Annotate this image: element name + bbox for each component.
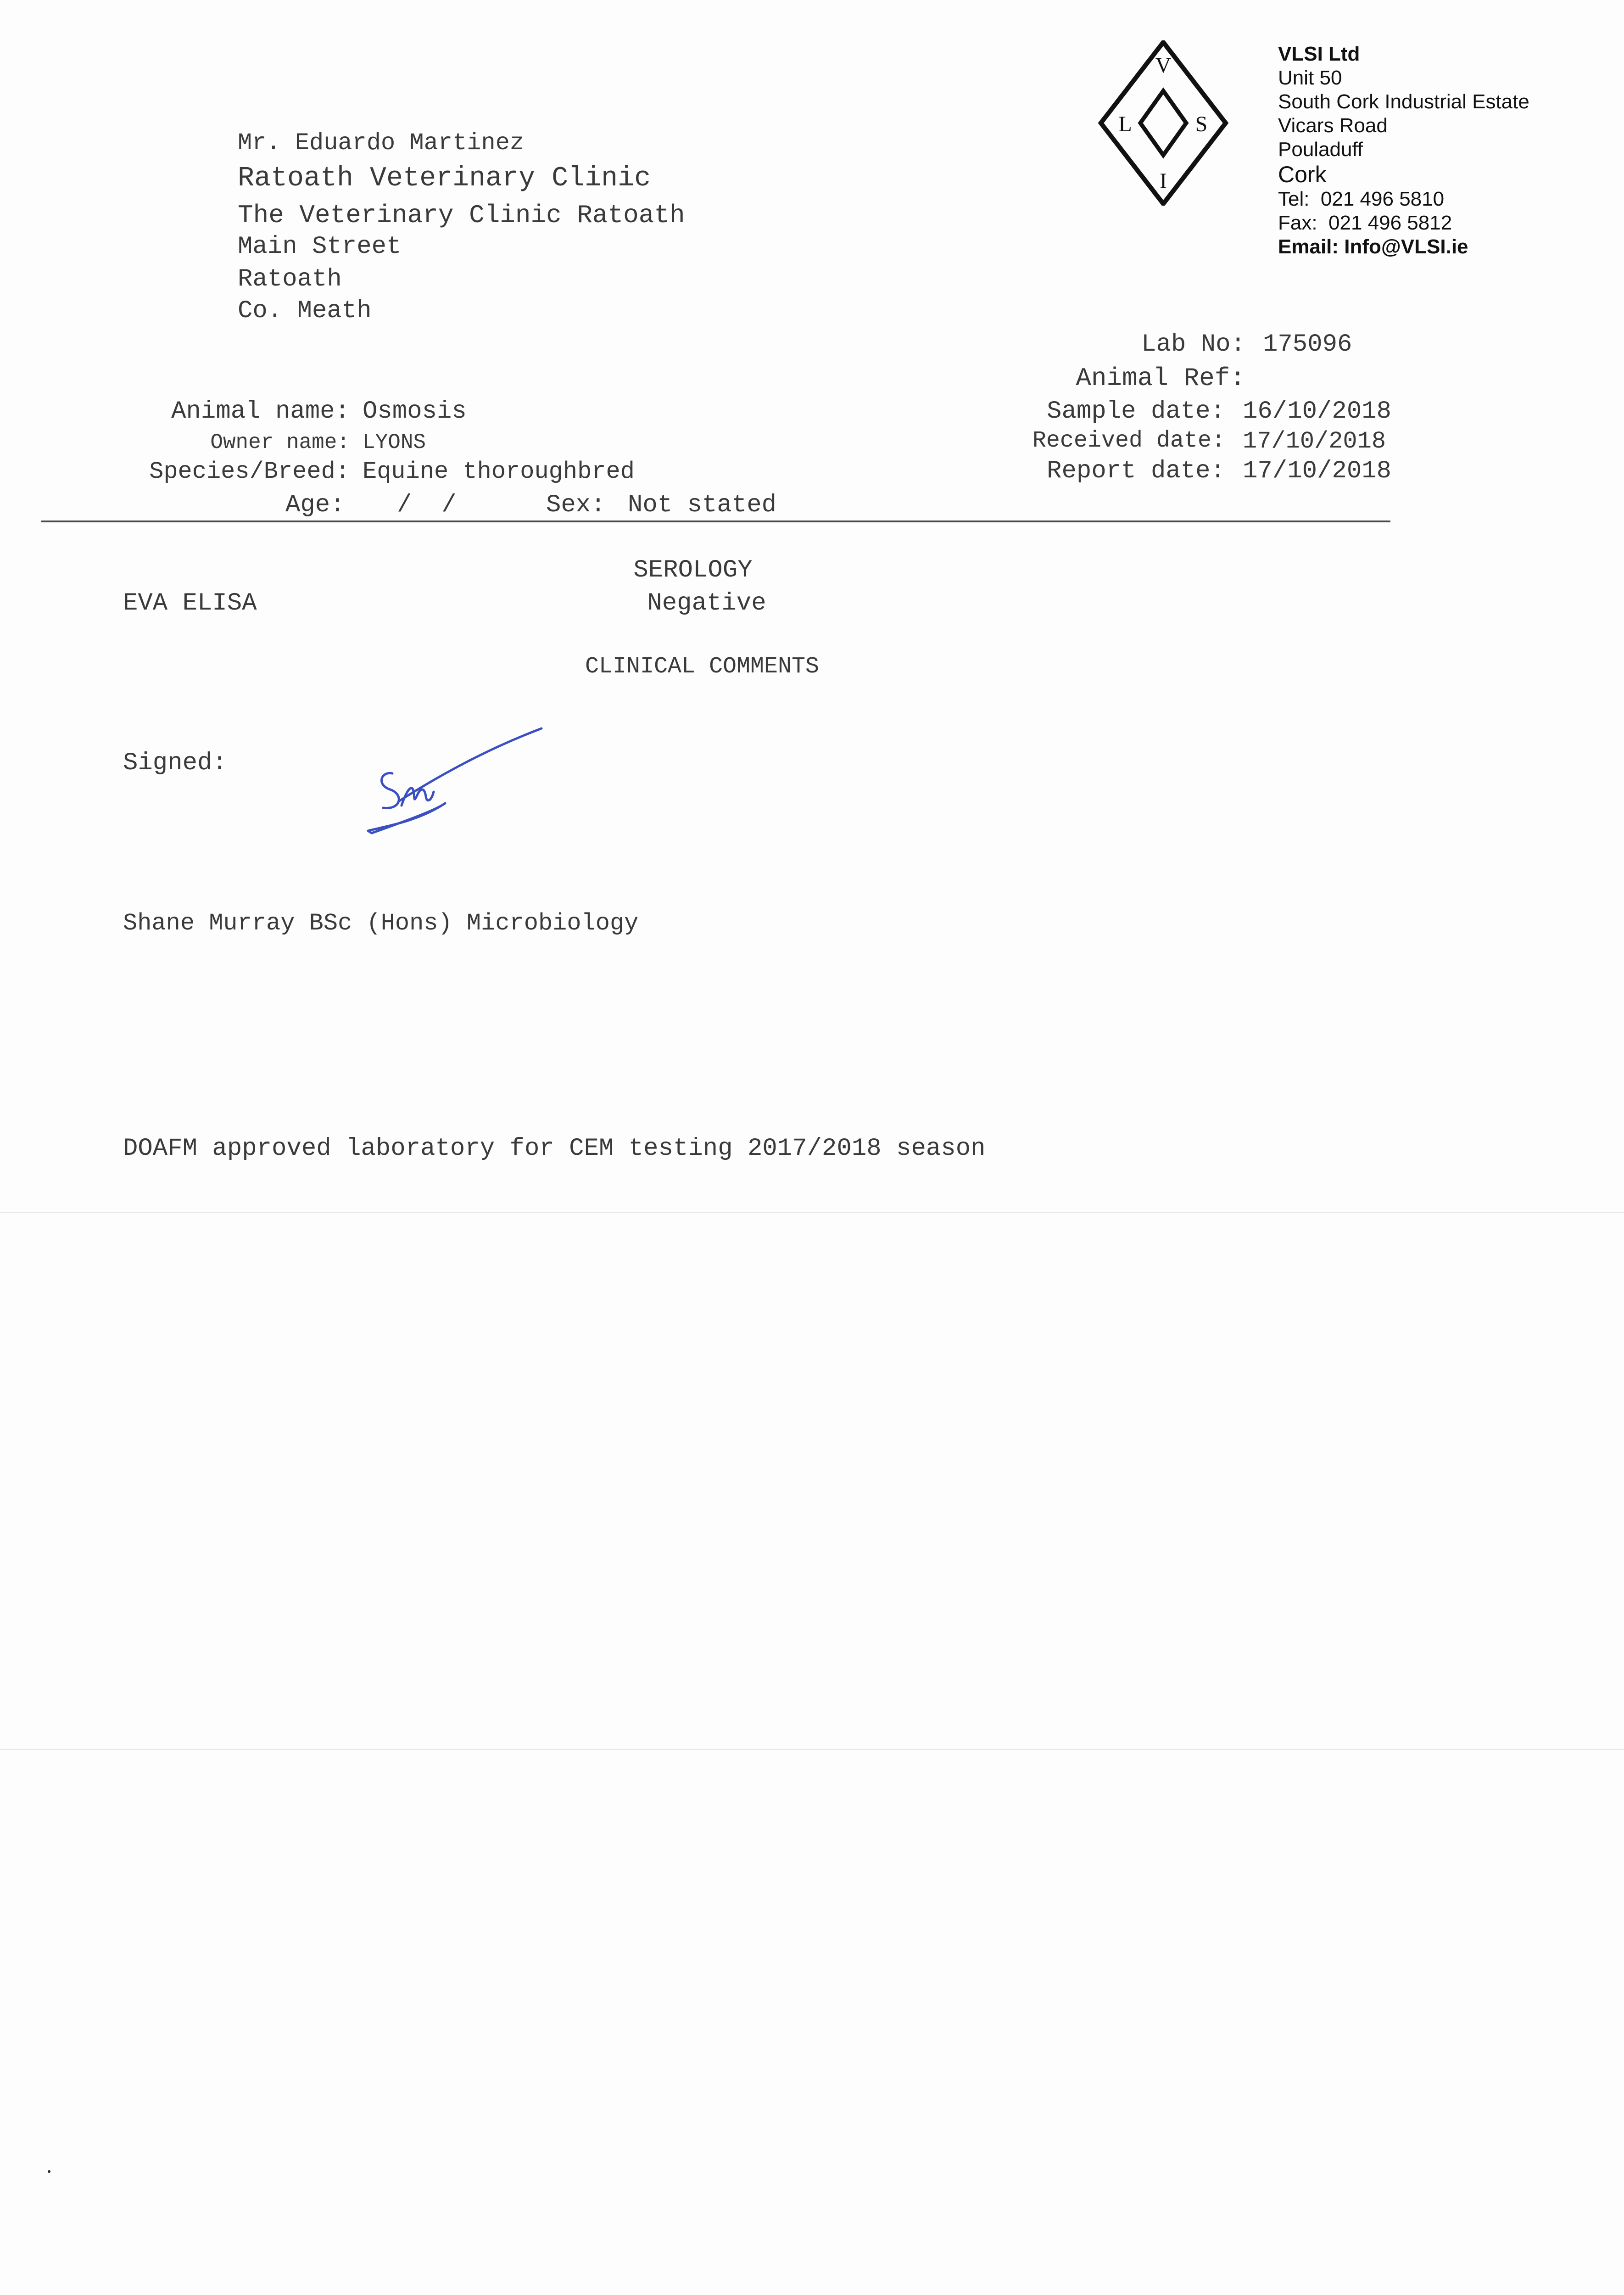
species-value: Equine thoroughbred (363, 458, 635, 485)
sex-label: Sex: (546, 491, 606, 519)
animal-name-value: Osmosis (363, 397, 467, 425)
age-label: Age: (285, 491, 345, 519)
animal-name-label: Animal name: (171, 397, 350, 425)
signatory-name: Shane Murray BSc (Hons) Microbiology (123, 910, 639, 937)
scan-fold-line (0, 1212, 1624, 1213)
signed-label: Signed: (123, 749, 227, 777)
section-heading: SEROLOGY (633, 556, 753, 584)
company-details (1278, 42, 1529, 259)
company-email: Email: Info@VLSI.ie (1278, 235, 1468, 258)
clinical-comments-heading: CLINICAL COMMENTS (585, 654, 820, 680)
company-tel: Tel: 021 496 5810 (1278, 188, 1445, 210)
handwritten-signature (358, 723, 551, 842)
test-result: Negative (647, 589, 766, 617)
logo-letter-l: L (1118, 112, 1132, 136)
lab-no-label: Lab No: (1141, 330, 1245, 358)
company-unit: Unit 50 (1278, 67, 1342, 89)
lab-no-value: 175096 (1263, 330, 1352, 358)
company-road: Vicars Road (1278, 114, 1388, 137)
owner-name-value: LYONS (363, 431, 426, 454)
company-estate: South Cork Industrial Estate (1278, 90, 1529, 113)
address-line-1: The Veterinary Clinic Ratoath (238, 201, 685, 230)
test-name: EVA ELISA (123, 589, 257, 617)
company-fax: Fax: 021 496 5812 (1278, 212, 1452, 234)
company-area: Pouladuff (1278, 138, 1363, 161)
sample-date-value: 16/10/2018 (1243, 397, 1392, 425)
sample-date-label: Sample date: (1047, 397, 1225, 425)
vlsi-logo (1097, 40, 1230, 206)
address-line-4: Co. Meath (238, 297, 372, 325)
species-label: Species/Breed: (149, 458, 350, 485)
logo-letter-v: V (1155, 53, 1172, 78)
header-divider (41, 521, 1390, 522)
scan-fold-line (0, 1749, 1624, 1750)
addressee-name: Mr. Eduardo Martinez (238, 129, 525, 157)
company-name: VLSI Ltd (1278, 43, 1360, 65)
address-line-2: Main Street (238, 233, 402, 261)
owner-name-label: Owner name: (210, 431, 350, 454)
report-date-label: Report date: (1047, 457, 1225, 485)
company-city: Cork (1278, 162, 1327, 187)
logo-letter-i: I (1160, 169, 1167, 193)
animal-ref-label: Animal Ref: (1076, 364, 1245, 393)
scan-speck (48, 2170, 50, 2173)
sex-value: Not stated (628, 491, 777, 519)
footer-note: DOAFM approved laboratory for CEM testing 2017/2018 season (123, 1135, 986, 1163)
received-date-value: 17/10/2018 (1243, 428, 1386, 455)
received-date-label: Received date: (1032, 428, 1225, 454)
logo-letter-s: S (1195, 112, 1208, 136)
report-date-value: 17/10/2018 (1243, 457, 1392, 485)
age-value: / / (397, 491, 457, 519)
address-line-3: Ratoath (238, 265, 342, 293)
clinic-name: Ratoath Veterinary Clinic (238, 163, 651, 194)
